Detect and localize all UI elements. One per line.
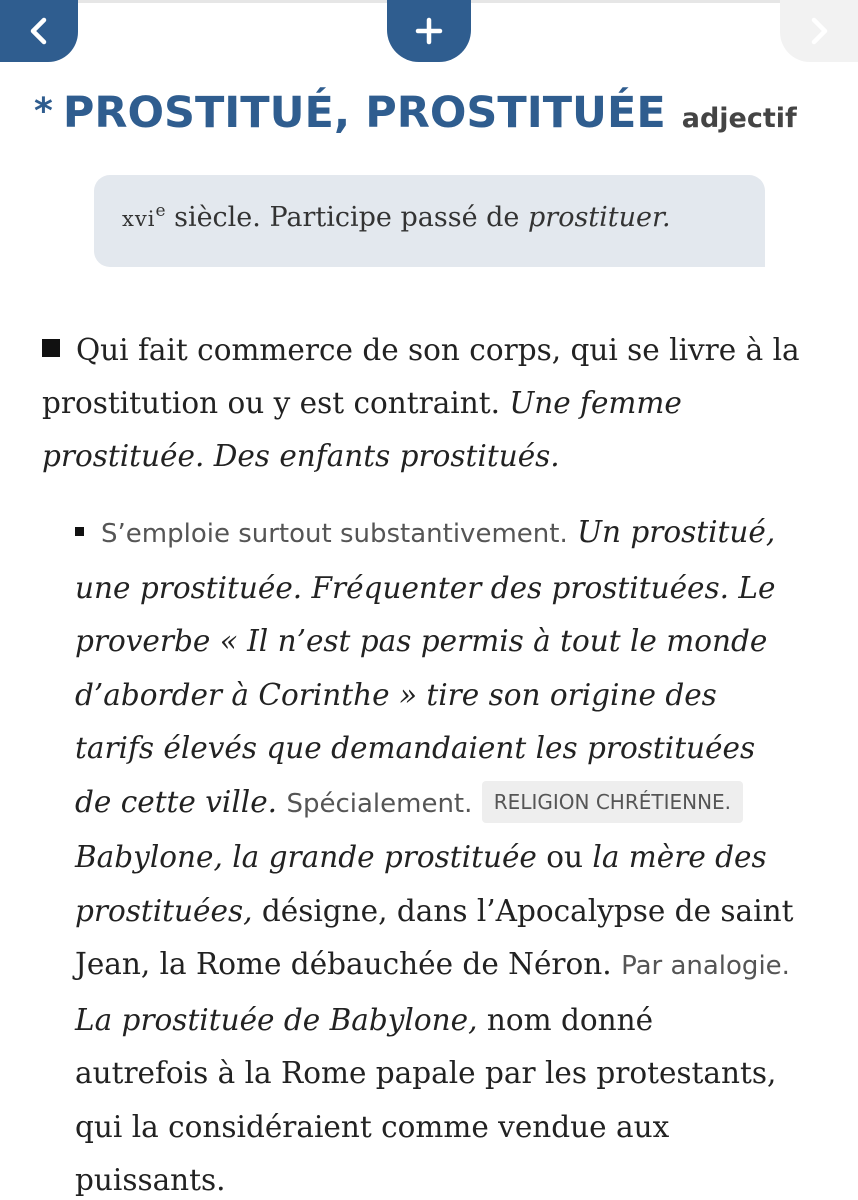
- chevron-left-icon: [26, 16, 52, 46]
- usage-examples: Un prostitué, une prostituée. Fréquenter des prostituées. Le proverbe « Il n’est pas permis à tout le monde d’aborder à Corinthe » tire son origine des tarifs élevés que demandaient les prostituées de cette ville.: [75, 515, 776, 819]
- entry-header: [34, 88, 834, 138]
- small-square-bullet-icon: [75, 527, 84, 536]
- part-of-speech: adjectif: [681, 103, 797, 134]
- plus-icon: [414, 16, 444, 46]
- etymology-box: [94, 175, 765, 267]
- etymology-century: xvi: [122, 207, 156, 231]
- next-entry-button[interactable]: [780, 0, 858, 62]
- chevron-right-icon: [806, 16, 832, 46]
- etymology-word: prostituer.: [528, 202, 671, 233]
- conjunction-ou: ou: [546, 840, 584, 874]
- asterisk-icon: *: [34, 91, 53, 132]
- main-definition: [42, 324, 802, 483]
- add-button[interactable]: [387, 0, 471, 62]
- final-text: nom donné autrefois à la Rome papale par les protestants, qui la considéraient comme vendue aux puissants.: [75, 1002, 777, 1197]
- analogy-label: Par analogie.: [621, 951, 790, 981]
- definition-examples: Une femme prostituée. Des enfants prostitués.: [42, 386, 682, 473]
- headword: PROSTITUÉ, PROSTITUÉE: [62, 88, 666, 138]
- designates-text: désigne, dans l’Apocalypse de saint Jean, la Rome débauchée de Néron.: [75, 893, 794, 981]
- etymology-century-suffix: e: [155, 201, 166, 221]
- square-bullet-icon: [42, 339, 60, 357]
- special-label: Spécialement.: [286, 788, 473, 819]
- domain-tag: RELIGION CHRÉTIENNE.: [482, 781, 743, 823]
- phrase-prostituee-babylone: La prostituée de Babylone,: [75, 1002, 478, 1037]
- etymology-text: siècle. Participe passé de: [165, 202, 528, 233]
- phrase-babylone: Babylone, la grande prostituée: [75, 840, 537, 874]
- previous-entry-button[interactable]: [0, 0, 78, 62]
- sub-definition: [75, 506, 795, 1200]
- definition-text: Qui fait commerce de son corps, qui se livre à la prostitution ou y est contraint.: [42, 333, 800, 420]
- phrase-mere: la mère des prostituées,: [75, 840, 767, 928]
- usage-note: S’emploie surtout substantivement.: [101, 519, 568, 549]
